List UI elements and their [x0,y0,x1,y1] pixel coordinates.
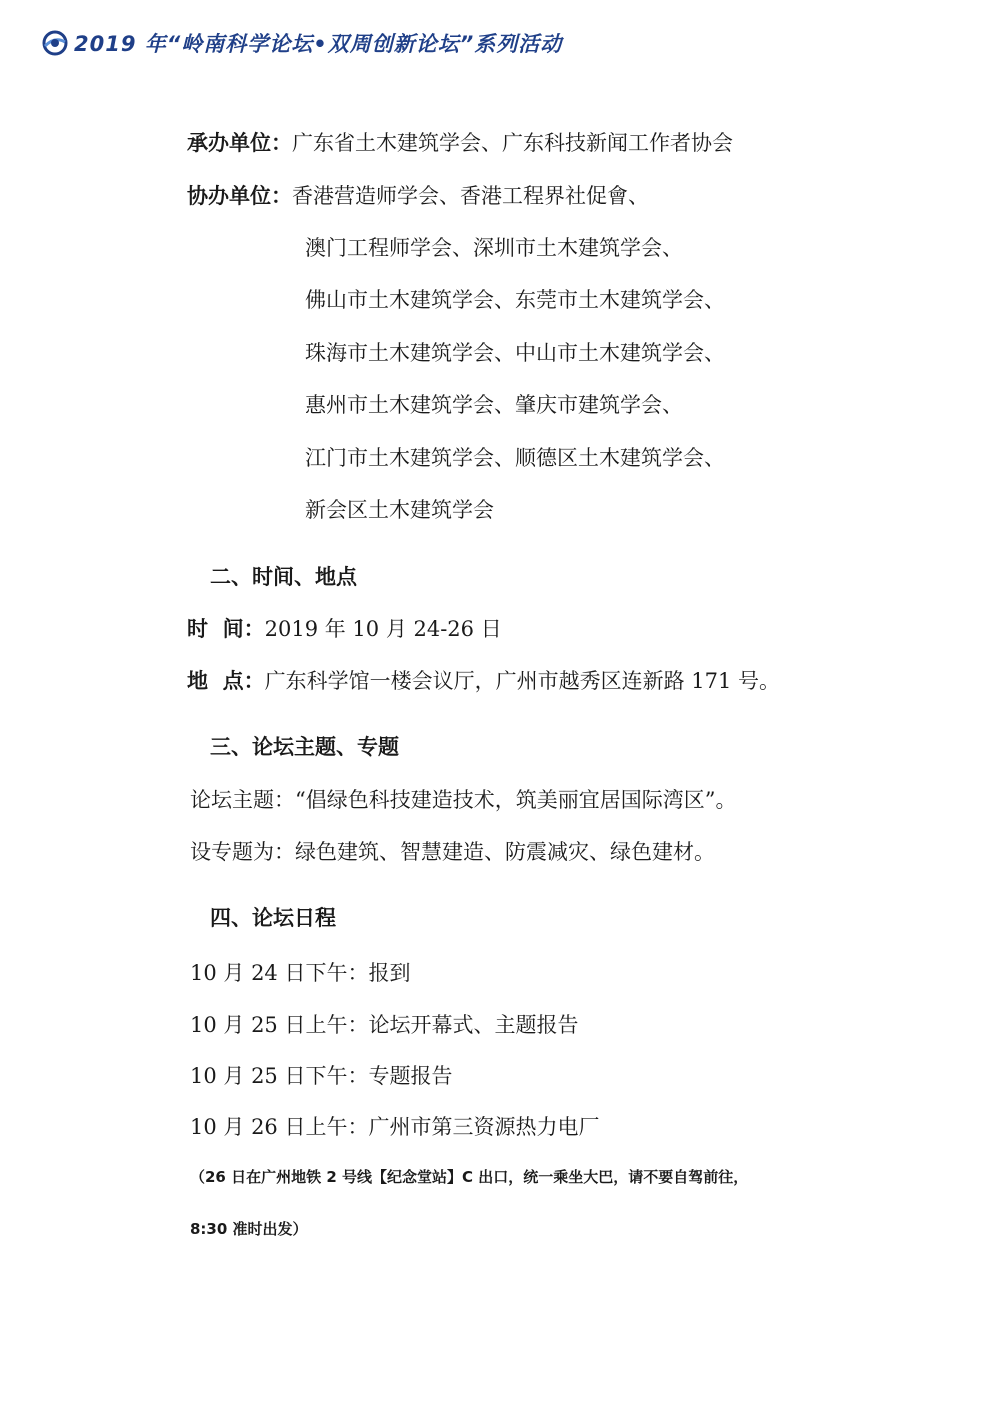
section-heading-time-place: 二、时间、地点 [210,565,357,589]
co-units-line: 惠州市土木建筑学会、肇庆市建筑学会、 [305,393,683,417]
co-units-label: 协办单位： [187,184,292,208]
schedule-note: （26 日在广州地铁 2 号线【纪念堂站】C 出口，统一乘坐大巴，请不要自驾前往， [190,1168,749,1186]
host-units-row [187,128,733,158]
place-label: 地 点： [187,669,265,693]
header-title: 2019 年“岭南科学论坛•双周创新论坛”系列活动 [74,32,563,56]
co-units-line: 香港营造师学会、香港工程界社促會、 [292,184,649,208]
schedule-item: 10 月 25 日下午：专题报告 [190,1064,453,1088]
schedule-item: 10 月 26 日上午：广州市第三资源热力电厂 [190,1115,600,1139]
host-units-value: 广东省土木建筑学会、广东科技新闻工作者协会 [292,131,733,155]
co-units-line: 江门市土木建筑学会、顺德区土木建筑学会、 [305,446,725,470]
co-units-line: 珠海市土木建筑学会、中山市土木建筑学会、 [305,341,725,365]
co-units-line: 佛山市土木建筑学会、东莞市土木建筑学会、 [305,288,725,312]
co-units-line: 新会区土木建筑学会 [305,498,494,522]
forum-theme: 论坛主题：“倡绿色科技建造技术，筑美丽宜居国际湾区”。 [190,788,737,812]
blue-circle-logo-icon [40,28,70,58]
section-heading-theme: 三、论坛主题、专题 [210,735,399,759]
place-value: 广东科学馆一楼会议厅，广州市越秀区连新路 171 号。 [264,669,781,693]
co-units-row [187,181,649,211]
co-units-line: 澳门工程师学会、深圳市土木建筑学会、 [305,236,683,260]
schedule-note: 8:30 准时出发） [190,1220,308,1238]
time-label: 时 间： [187,617,265,641]
time-value: 2019 年 10 月 24-26 日 [264,617,502,641]
page-header [40,26,562,60]
time-row [187,614,502,644]
host-units-label: 承办单位： [187,131,292,155]
schedule-item: 10 月 25 日上午：论坛开幕式、主题报告 [190,1013,579,1037]
place-row [187,666,780,696]
schedule-item: 10 月 24 日下午：报到 [190,961,411,985]
section-heading-schedule: 四、论坛日程 [210,906,336,930]
forum-topics: 设专题为：绿色建筑、智慧建造、防震减灾、绿色建材。 [190,840,715,864]
